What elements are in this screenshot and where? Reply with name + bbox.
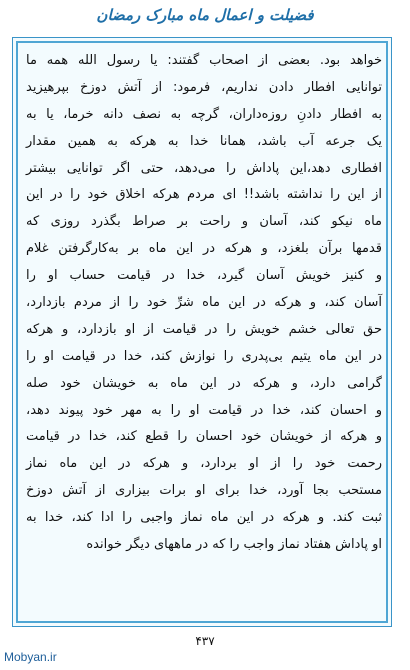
text-line: خواهد بود. بعضی از اصحاب گفتند: یا رسول الله همه ما [26,53,382,68]
page-number: ۴۳۷ [195,634,215,648]
text-line: او پاداش هفتاد نماز واجب را که در ماههای دیگر خوانده [86,537,382,553]
text-line: افطاری دهد،این پاداش را می‌دهد، حتی اگر توانایی بیشتر [26,160,382,176]
text-line: ماه نیکو کند، آسان و راحت بر صراط بگذرد روزی که [26,214,382,230]
text-line: توانایی افطار دادن نداریم، فرمود: از آتش دوزخ بپرهیزید [26,79,382,95]
text-line: قدمها برآن بلغزد، و هرکه در این ماه بر به‌کارگرفتن غلام [26,241,382,257]
text-line: رحمت خود را از او بردارد، و هرکه در این ماه نماز [26,456,382,472]
page-title: فضیلت و اعمال ماه مبارک رمضان [96,6,314,24]
text-line: ثبت کند. و هرکه در این ماه نماز واجبی را ادا کند، خدا به [26,510,382,526]
text-line: آسان کند، و هرکه در این ماه شرِّ خود را از مردم بازدارد، [26,295,382,311]
text-line: و کنیز خویش آسان گیرد، خدا در قیامت حساب او را [26,268,382,284]
text-line: مستحب بجا آورد، خدا برای او برات بیزاری از آتش دوزخ [26,483,382,499]
text-line: حق تعالی خشم خویش را در قیامت از او بازدارد، و هرکه [26,321,382,337]
text-line: به افطار دادنِ روزه‌داران، گرچه به نصف دانه خرما، یا به [26,106,382,122]
text-line: و احسان کند، خدا در قیامت او را به مهر خود پیوند دهد، [26,402,382,418]
text-line: از این را نداشته باشد!! ای مردم هرکه اخلاق خود را در این [26,187,382,203]
text-line: یک جرعه آب باشد، همانا خدا به هرکه به همین مقدار [26,133,382,149]
text-line: در این ماه یتیم بی‌پدری را نوازش کند، خدا در قیامت او را [26,348,382,364]
text-line: گرامی دارد، و هرکه در این ماه به خویشان خود صله [26,375,382,391]
body-text [26,48,382,559]
text-line: و هرکه از خویشان خود احسان را قطع کند، خدا در قیامت [26,429,382,445]
site-watermark[interactable]: Mobyan.ir [4,650,57,664]
